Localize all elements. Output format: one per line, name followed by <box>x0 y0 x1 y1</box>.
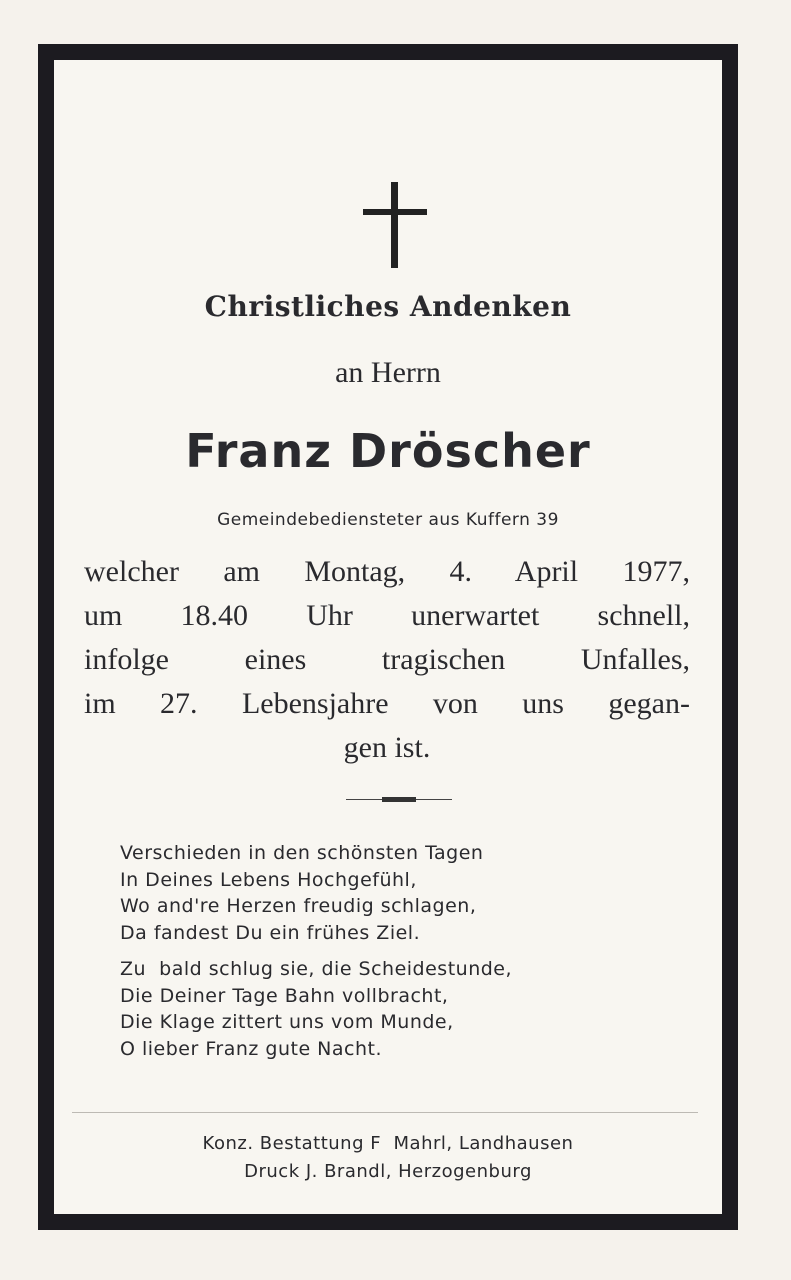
footer-line-undertaker: Konz. Bestattung F Mahrl, Landhausen <box>202 1133 574 1154</box>
footer-line-printer: Druck J. Brandl, Herzogenburg <box>244 1161 532 1182</box>
poem-line: O lieber Franz gute Nacht. <box>120 1037 383 1060</box>
footer-divider <box>72 1112 698 1113</box>
poem-line: Die Klage zittert uns vom Munde, <box>120 1011 454 1033</box>
card-content <box>54 60 722 1214</box>
notice-line: um 18.40 Uhr unerwartet schnell, <box>84 599 690 632</box>
notice-line: im 27. Lebensjahre von uns gegan- <box>84 687 690 720</box>
card-heading: Christliches Andenken <box>204 290 572 323</box>
poem-stanza-2 <box>120 956 512 1062</box>
poem-line: Verschieden in den schönsten Tagen <box>120 842 484 864</box>
notice-line: gen ist. <box>343 731 431 764</box>
occupation-line: Gemeindebediensteter aus Kuffern 39 <box>217 510 559 530</box>
poem-line: In Deines Lebens Hochgefühl, <box>120 868 417 891</box>
poem-line: Die Deiner Tage Bahn vollbracht, <box>120 984 449 1007</box>
deceased-name: Franz Dröscher <box>185 424 591 478</box>
poem-line: Zu bald schlug sie, die Scheidestunde, <box>120 958 513 980</box>
death-notice-text <box>84 550 690 770</box>
ornamental-divider <box>346 797 452 803</box>
mourning-border <box>38 44 738 1230</box>
poem-stanza-1 <box>120 840 483 946</box>
cross-icon <box>363 182 427 268</box>
poem-line: Wo and're Herzen freudig schlagen, <box>120 895 477 917</box>
salutation: an Herrn <box>335 356 441 389</box>
printer-footer <box>54 1130 722 1186</box>
notice-line: infolge eines tragischen Unfalles, <box>84 643 690 676</box>
notice-line: welcher am Montag, 4. April 1977, <box>84 555 690 588</box>
poem-line: Da fandest Du ein frühes Ziel. <box>120 921 421 944</box>
